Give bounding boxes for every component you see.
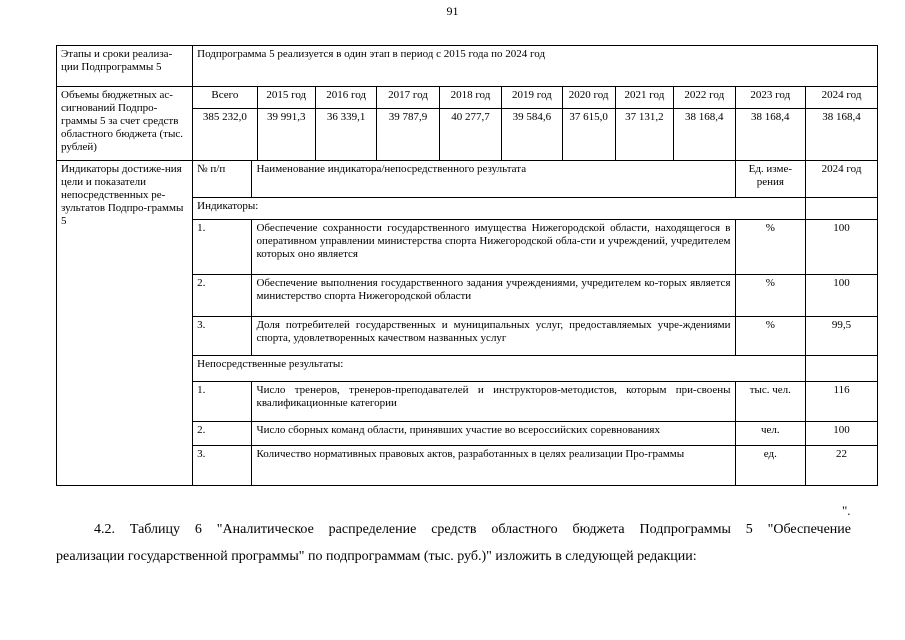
- col-unit-header: Ед. изме-рения: [735, 161, 806, 198]
- budget-value: 38 168,4: [735, 109, 806, 161]
- row-num: 1.: [193, 220, 252, 275]
- budget-value: 39 787,9: [377, 109, 439, 161]
- row-unit: %: [735, 275, 806, 317]
- budget-value: 40 277,7: [439, 109, 501, 161]
- budget-header: Всего: [193, 87, 257, 109]
- row-name: Обеспечение сохранности государственного имущества Нижегородской области, находящегося в оперативном управлении министерства спорта Нижегородской обла-сти и учреждений, учредителем которых оно является: [252, 220, 735, 275]
- budget-header-row: [57, 87, 878, 109]
- empty-cell: [806, 198, 878, 220]
- paragraph-line-1: 4.2. Таблицу 6 "Аналитическое распределение средств областного бюджета Подпрограммы 5 "Обеспечение: [94, 522, 851, 537]
- row-num: 2.: [193, 275, 252, 317]
- closing-quote: ".: [842, 503, 851, 518]
- row-value: 116: [806, 382, 878, 422]
- row-value: 99,5: [806, 317, 878, 356]
- budget-value: 38 168,4: [674, 109, 735, 161]
- row-unit: тыс. чел.: [735, 382, 806, 422]
- budget-value: 39 584,6: [502, 109, 562, 161]
- row-num: 2.: [193, 422, 252, 446]
- row-name: Количество нормативных правовых актов, разработанных в целях реализации Про-граммы: [252, 446, 735, 486]
- budget-header: 2016 год: [315, 87, 376, 109]
- row-name: Доля потребителей государственных и муниципальных услуг, предоставляемых учре-ждениями спорта, удовлетворенных качеством названных услуг: [252, 317, 735, 356]
- row-value: 100: [806, 220, 878, 275]
- budget-value: 385 232,0: [193, 109, 257, 161]
- row-name: Обеспечение выполнения государственного задания учреждениями, учредителем ко-торых является министерство спорта Нижегородской области: [252, 275, 735, 317]
- row-value: 100: [806, 275, 878, 317]
- col-name-header: Наименование индикатора/непосредственного результата: [252, 161, 735, 198]
- indicators-header-row: [57, 161, 878, 198]
- budget-value: 37 615,0: [562, 109, 615, 161]
- row-unit: %: [735, 220, 806, 275]
- budget-header: 2021 год: [615, 87, 673, 109]
- paragraph-line-2: реализации государственной программы" по подпрограммам (тыс. руб.)" изложить в следующей редакции:: [56, 549, 697, 564]
- budget-header: 2017 год: [377, 87, 439, 109]
- budget-header: 2022 год: [674, 87, 735, 109]
- section-indicators: Индикаторы:: [193, 198, 806, 220]
- row-unit: чел.: [735, 422, 806, 446]
- budget-header: 2015 год: [257, 87, 315, 109]
- row-value: 22: [806, 446, 878, 486]
- page-number: 91: [446, 4, 459, 18]
- row-value: 100: [806, 422, 878, 446]
- indicators-label: Индикаторы достиже-ния цели и показатели непосредственных ре-зультатов Подпро-граммы 5: [57, 161, 193, 486]
- row-unit: ед.: [735, 446, 806, 486]
- stages-label: Этапы и сроки реализа-ции Подпрограммы 5: [57, 46, 193, 87]
- budget-header: 2023 год: [735, 87, 806, 109]
- section-results: Непосредственные результаты:: [193, 356, 806, 382]
- budget-value: 36 339,1: [315, 109, 376, 161]
- budget-header: 2018 год: [439, 87, 501, 109]
- row-num: 3.: [193, 446, 252, 486]
- row-num: 3.: [193, 317, 252, 356]
- stages-value: Подпрограмма 5 реализуется в один этап в период с 2015 года по 2024 год: [193, 46, 878, 87]
- budget-header: 2019 год: [502, 87, 562, 109]
- budget-label: Объемы бюджетных ас-сигнований Подпро-граммы 5 за счет средств областного бюджета (тыс. рублей): [57, 87, 193, 161]
- budget-value: 39 991,3: [257, 109, 315, 161]
- stages-row: [57, 46, 878, 87]
- row-num: 1.: [193, 382, 252, 422]
- row-unit: %: [735, 317, 806, 356]
- col-num-header: № п/п: [193, 161, 252, 198]
- empty-cell: [806, 356, 878, 382]
- budget-header: 2024 год: [806, 87, 878, 109]
- row-name: Число тренеров, тренеров-преподавателей и инструкторов-методистов, которым при-своены квалификационные категории: [252, 382, 735, 422]
- budget-value: 38 168,4: [806, 109, 878, 161]
- passport-table: [56, 45, 878, 486]
- col-year-header: 2024 год: [806, 161, 878, 198]
- row-name: Число сборных команд области, принявших участие во всероссийских соревнованиях: [252, 422, 735, 446]
- budget-value: 37 131,2: [615, 109, 673, 161]
- budget-header: 2020 год: [562, 87, 615, 109]
